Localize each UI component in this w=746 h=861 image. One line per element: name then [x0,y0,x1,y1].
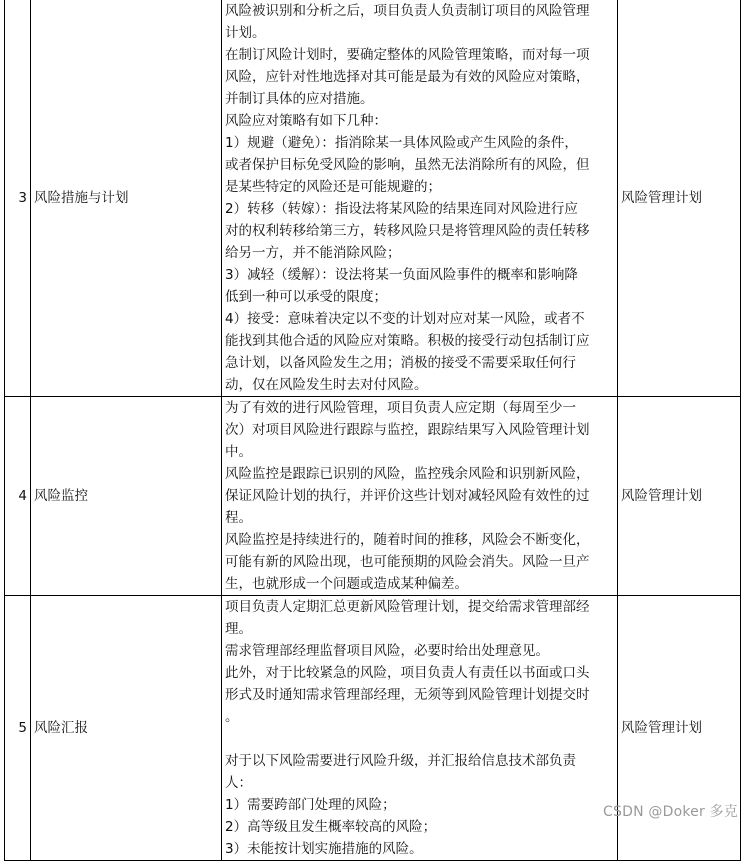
description-line: 保证风险计划的执行，并评价这些计划对减轻风险有效性的过 [225,488,590,504]
description-line: 风险监控是跟踪已识别的风险，监控残余风险和识别新风险， [225,466,590,482]
description-line: 此外，对于比较紧急的风险，项目负责人有责任以书面或口头 [225,665,590,681]
table-row [5,397,741,596]
description-line [225,728,614,750]
description-line: 或者保护目标免受风险的影响，虽然无法消除所有的风险，但 [225,157,590,173]
row-output-document: 风险管理计划 [618,596,741,861]
description-line: 理。 [225,621,252,637]
risk-management-table [4,0,741,861]
description-line: 能找到其他合适的风险应对策略。积极的接受行动包括制订应 [225,333,590,349]
description-line: 对于以下风险需要进行风险升级，并汇报给信息技术部负责 [225,753,576,769]
description-line: 并制订具体的应对措施。 [225,91,374,107]
description-line: 项目负责人定期汇总更新风险管理计划，提交给需求管理部经 [225,599,590,615]
description-line: 。 [225,709,239,725]
description-line: 需求管理部经理监督项目风险，必要时给出处理意见。 [225,643,549,659]
description-line: 在制订风险计划时，要确定整体的风险管理策略，而对每一项 [225,47,590,63]
table-row [5,0,741,397]
row-number: 4 [5,397,31,596]
row-output-document: 风险管理计划 [618,0,741,397]
row-description [222,0,618,397]
description-line: 可能有新的风险出现，也可能预期的风险会消失。风险一旦产 [225,554,590,570]
description-line: 风险应对策略有如下几种： [225,113,387,129]
description-line: 风险，应针对性地选择对其可能是最为有效的风险应对策略， [225,69,590,85]
description-line: 风险被识别和分析之后，项目负责人负责制订项目的风险管理 [225,3,590,19]
description-line: 急计划，以备风险发生之用；消极的接受不需要采取任何行 [225,355,576,371]
description-line: 中。 [225,444,252,460]
table-body [5,0,741,861]
watermark: CSDN @Doker 多克 [603,804,738,820]
row-number: 3 [5,0,31,397]
description-line: 人： [225,775,252,791]
description-line: 3）减轻（缓解）：设法将某一负面风险事件的概率和影响降 [225,267,578,283]
description-line: 生，也就形成一个问题或造成某种偏差。 [225,576,468,592]
row-item-name: 风险汇报 [31,596,222,861]
description-line: 1）规避（避免）：指消除某一具体风险或产生风险的条件， [225,135,578,151]
description-line: 为了有效的进行风险管理，项目负责人应定期（每周至少一 [225,400,576,416]
description-line: 计划。 [225,25,266,41]
description-line: 1）需要跨部门处理的风险； [225,797,396,813]
description-line: 是某些特定的风险还是可能规避的； [225,179,441,195]
row-description [222,596,618,861]
row-number: 5 [5,596,31,861]
description-line: 给另一方，并不能消除风险； [225,245,401,261]
row-item-name: 风险措施与计划 [31,0,222,397]
description-line: 3）未能按计划实施措施的风险。 [225,841,423,857]
description-line: 风险监控是持续进行的，随着时间的推移，风险会不断变化， [225,532,590,548]
row-item-name: 风险监控 [31,397,222,596]
row-output-document: 风险管理计划 [618,397,741,596]
description-line: 2）高等级且发生概率较高的风险； [225,819,437,835]
description-line: 2）转移（转嫁）：指设法将某风险的结果连同对风险进行应 [225,201,578,217]
row-description [222,397,618,596]
description-line: 4）接受：意味着决定以不变的计划对应对某一风险，或者不 [225,311,585,327]
description-line: 次）对项目风险进行跟踪与监控，跟踪结果写入风险管理计划 [225,422,590,438]
description-line: 程。 [225,510,252,526]
description-line: 形式及时通知需求管理部经理，无须等到风险管理计划提交时 [225,687,590,703]
description-line: 对的权利转移给第三方，转移风险只是将管理风险的责任转移 [225,223,590,239]
description-line: 低到一种可以承受的限度； [225,289,387,305]
description-line: 动，仅在风险发生时去对付风险。 [225,377,428,393]
